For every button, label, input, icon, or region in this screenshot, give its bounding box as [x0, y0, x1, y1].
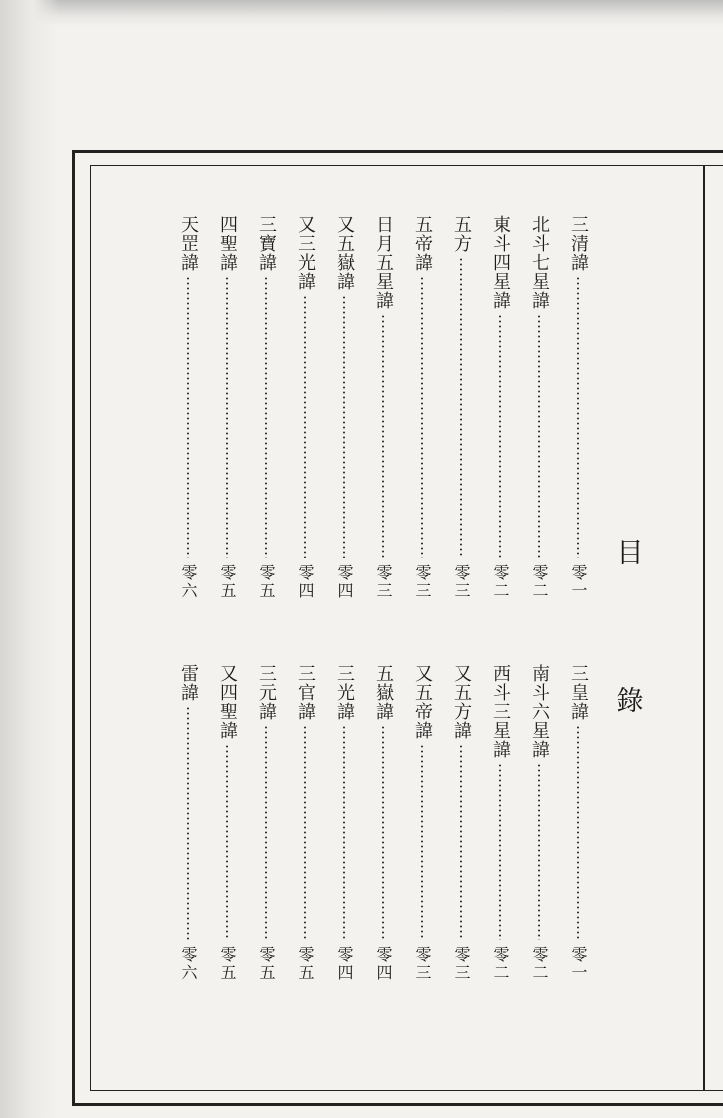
- toc-entry[interactable]: [371, 215, 395, 600]
- toc-entry[interactable]: [293, 664, 317, 982]
- toc-entry[interactable]: [410, 664, 434, 982]
- entry-title: 五嶽諱: [373, 664, 394, 721]
- scan-shadow-top: [0, 0, 723, 26]
- dot-leader: [538, 763, 540, 940]
- entry-title: 三光諱: [334, 664, 355, 721]
- dot-leader: [187, 706, 189, 940]
- entry-page-number: 零二: [491, 564, 510, 600]
- entry-page-number: 零三: [374, 564, 393, 600]
- dot-leader: [460, 257, 462, 558]
- dot-leader: [421, 276, 423, 558]
- entry-title: 雷諱: [178, 664, 199, 702]
- entry-title: 三皇諱: [568, 664, 589, 721]
- toc-entry[interactable]: [371, 664, 395, 982]
- scan-shadow-left: [0, 0, 60, 1118]
- toc-entry[interactable]: [176, 215, 200, 600]
- entry-title: 西斗三星諱: [490, 664, 511, 759]
- entry-title: 又五嶽諱: [334, 215, 355, 291]
- entry-page-number: 零三: [452, 946, 471, 982]
- toc-entry[interactable]: [488, 215, 512, 600]
- entry-page-number: 零五: [218, 564, 237, 600]
- toc-entry[interactable]: [254, 215, 278, 600]
- dot-leader: [187, 276, 189, 558]
- toc-entry[interactable]: [527, 215, 551, 600]
- entry-title: 日月五星諱: [373, 215, 394, 310]
- entry-page-number: 零五: [257, 564, 276, 600]
- entry-title: 三官諱: [295, 664, 316, 721]
- entry-page-number: 零五: [257, 946, 276, 982]
- toc-entry[interactable]: [332, 664, 356, 982]
- entry-page-number: 零五: [218, 946, 237, 982]
- dot-leader: [265, 276, 267, 558]
- entry-page-number: 零四: [374, 946, 393, 982]
- entry-title: 五帝諱: [412, 215, 433, 272]
- toc-entry[interactable]: [527, 664, 551, 982]
- entry-page-number: 零三: [413, 946, 432, 982]
- entry-title: 三元諱: [256, 664, 277, 721]
- toc-entry[interactable]: [449, 215, 473, 600]
- toc-entry[interactable]: [215, 664, 239, 982]
- toc-title-char-2: 錄: [616, 686, 644, 717]
- dot-leader: [304, 295, 306, 558]
- dot-leader: [226, 276, 228, 558]
- entry-page-number: 零一: [569, 946, 588, 982]
- toc-entry[interactable]: [449, 664, 473, 982]
- dot-leader: [577, 276, 579, 558]
- entry-page-number: 零三: [452, 564, 471, 600]
- entry-title: 又五帝諱: [412, 664, 433, 740]
- entry-title: 天罡諱: [178, 215, 199, 272]
- toc-title-char-1: 目: [616, 538, 644, 569]
- dot-leader: [499, 314, 501, 558]
- entry-title: 又五方諱: [451, 664, 472, 740]
- entry-page-number: 零五: [296, 946, 315, 982]
- dot-leader: [382, 725, 384, 940]
- toc-entry[interactable]: [410, 215, 434, 600]
- dot-leader: [304, 725, 306, 940]
- entry-page-number: 零四: [335, 564, 354, 600]
- entry-title: 三寶諱: [256, 215, 277, 272]
- toc-entry[interactable]: [254, 664, 278, 982]
- dot-leader: [577, 725, 579, 940]
- entry-page-number: 零六: [179, 564, 198, 600]
- dot-leader: [265, 725, 267, 940]
- entry-page-number: 零二: [530, 946, 549, 982]
- dot-leader: [460, 744, 462, 940]
- toc-entry[interactable]: [176, 664, 200, 982]
- entry-page-number: 零一: [569, 564, 588, 600]
- toc-entry[interactable]: [293, 215, 317, 600]
- entry-title: 又四聖諱: [217, 664, 238, 740]
- entry-page-number: 零六: [179, 946, 198, 982]
- dot-leader: [343, 295, 345, 558]
- toc-entry[interactable]: [566, 664, 590, 982]
- dot-leader: [499, 763, 501, 940]
- entry-page-number: 零三: [413, 564, 432, 600]
- dot-leader: [538, 314, 540, 558]
- entry-title: 四聖諱: [217, 215, 238, 272]
- toc-entry[interactable]: [566, 215, 590, 600]
- entry-title: 三清諱: [568, 215, 589, 272]
- page-fold-line: [703, 165, 705, 1091]
- entry-title: 又三光諱: [295, 215, 316, 291]
- entry-page-number: 零二: [530, 564, 549, 600]
- toc-entry[interactable]: [488, 664, 512, 982]
- entry-page-number: 零四: [296, 564, 315, 600]
- dot-leader: [343, 725, 345, 940]
- dot-leader: [226, 744, 228, 940]
- entry-page-number: 零四: [335, 946, 354, 982]
- entry-title: 北斗七星諱: [529, 215, 550, 310]
- entry-title: 南斗六星諱: [529, 664, 550, 759]
- entry-title: 五方: [451, 215, 472, 253]
- toc-entry[interactable]: [215, 215, 239, 600]
- toc-entry[interactable]: [332, 215, 356, 600]
- dot-leader: [382, 314, 384, 558]
- entry-page-number: 零二: [491, 946, 510, 982]
- entry-title: 東斗四星諱: [490, 215, 511, 310]
- dot-leader: [421, 744, 423, 940]
